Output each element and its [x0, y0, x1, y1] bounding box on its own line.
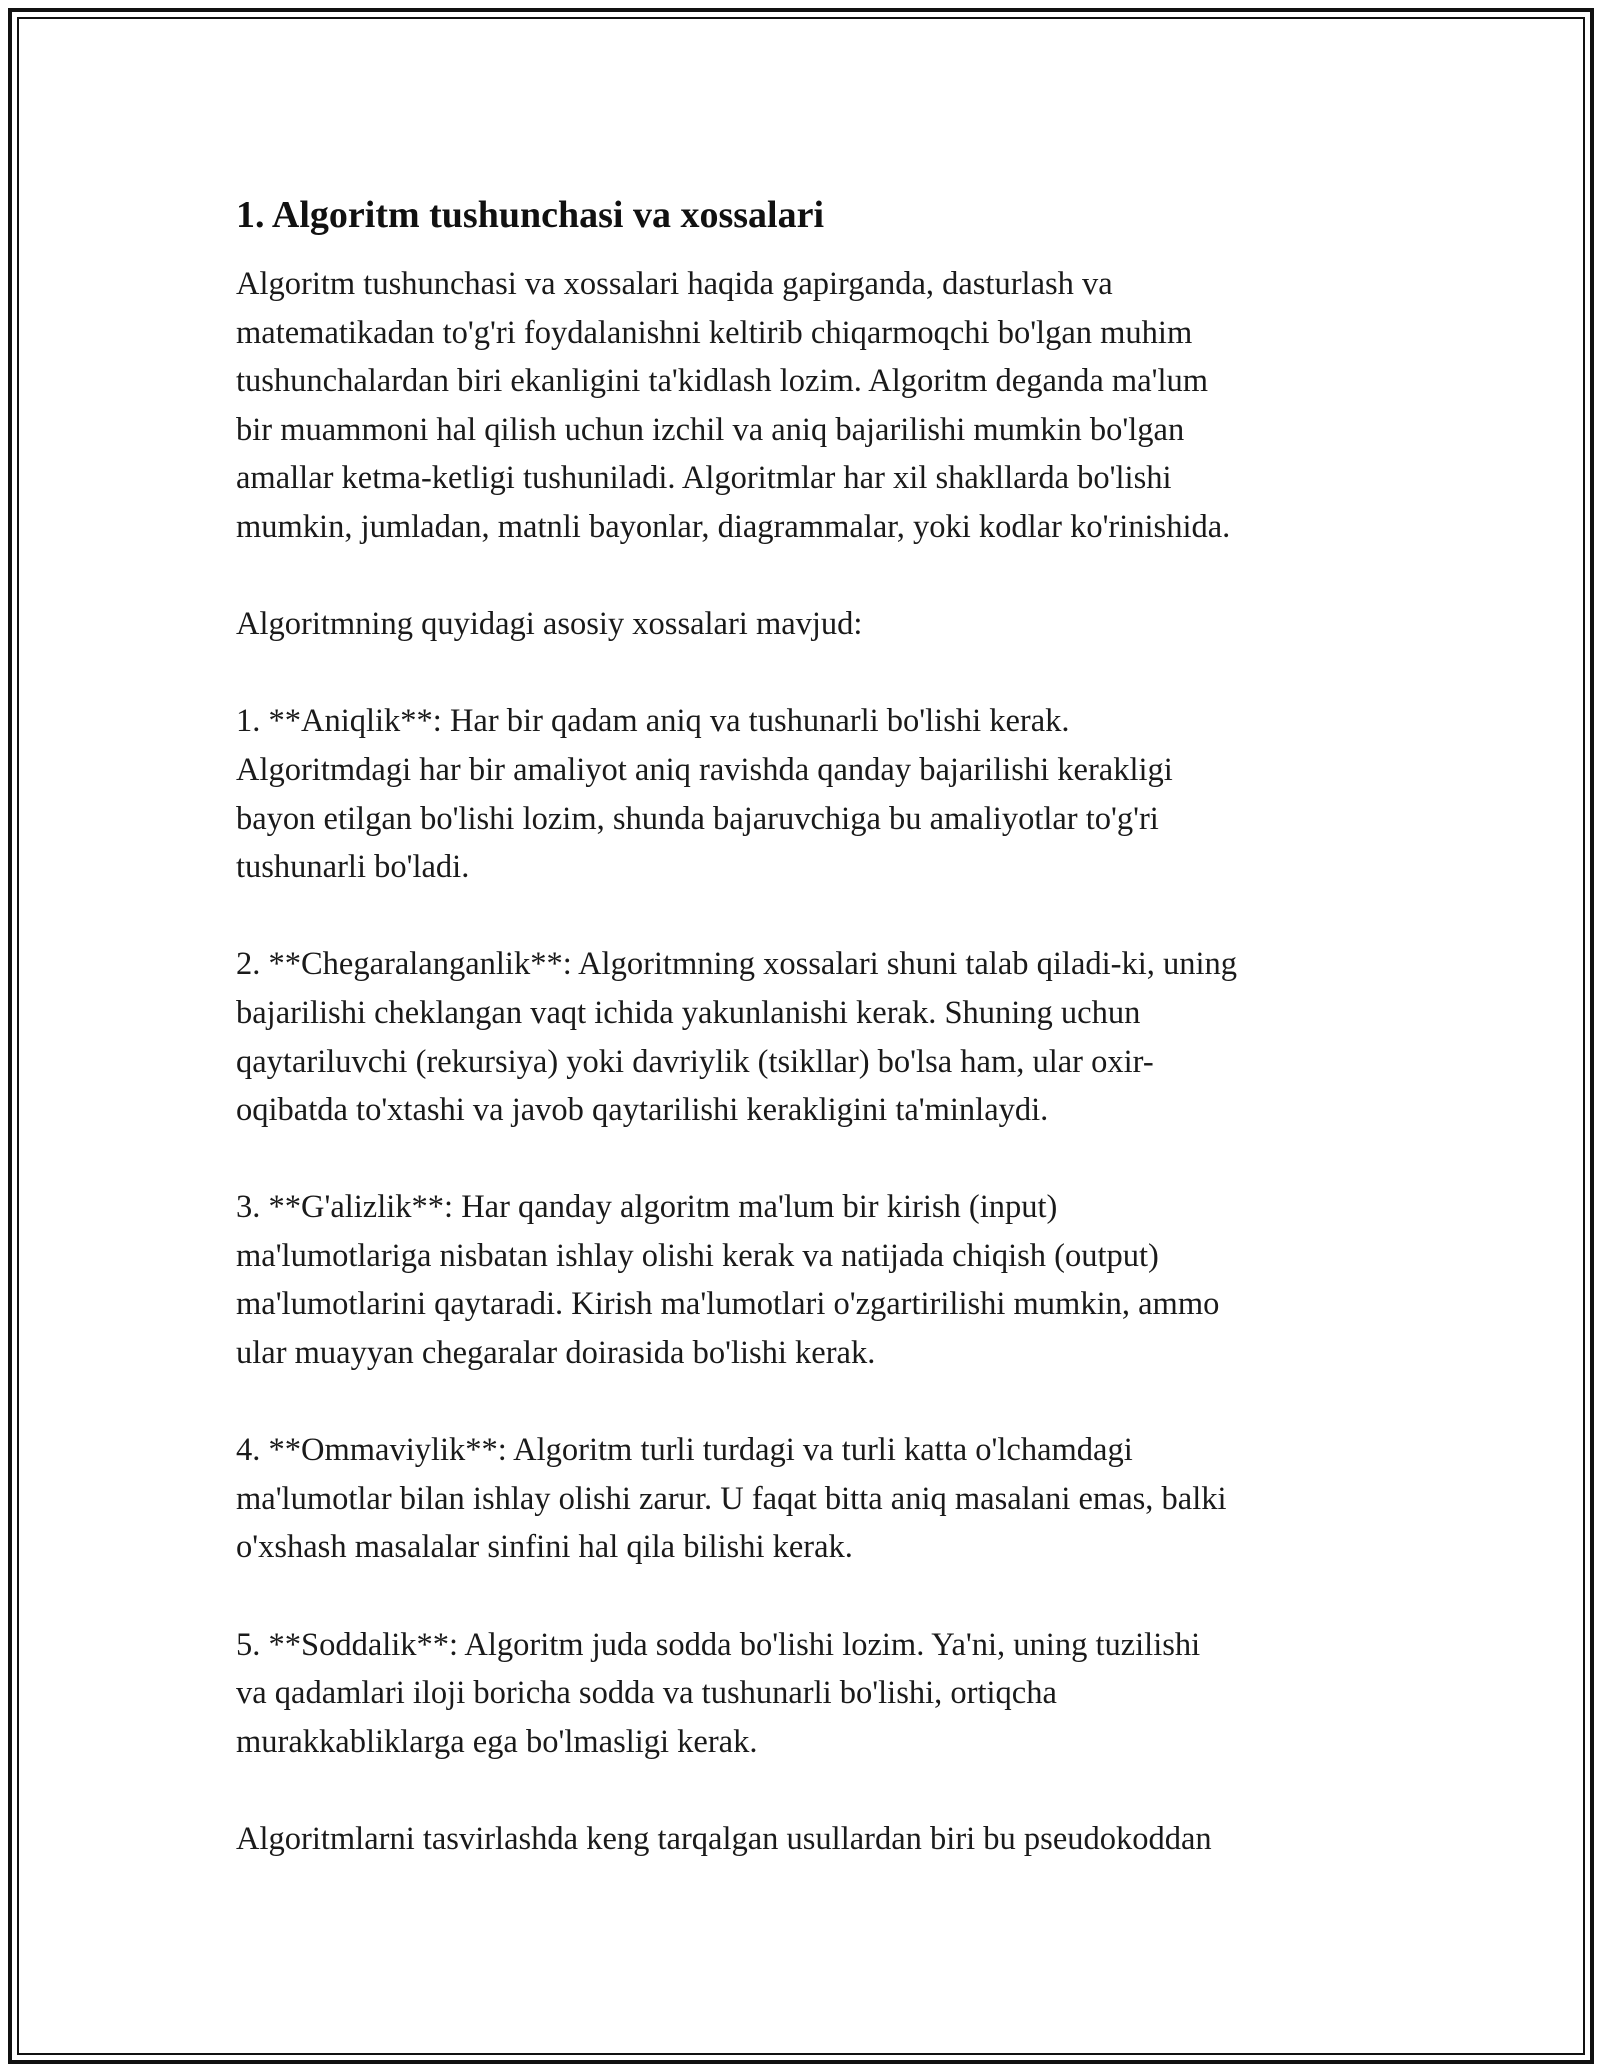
section-heading: 1. Algoritm tushunchasi va xossalari [236, 194, 825, 236]
property-accuracy: 1. **Aniqlik**: Har bir qadam aniq va tushunarli bo'lishi kerak. Algoritmdagi har bir amaliyot aniq ravishda qanday bajarilishi kerakligi bayon etilgan bo'lishi lozim, shunda bajaruvchiga bu amaliyotlar to'g'ri tushunarli bo'ladi. [236, 703, 1173, 886]
property-generality: 4. **Ommaviylik**: Algoritm turli turdagi va turli katta o'lchamdagi ma'lumotlar bilan ishlay olishi zarur. U faqat bitta aniq masalani emas, balki o'xshash masalalar sinfini hal qila bilishi kerak. [236, 1432, 1227, 1566]
property-finiteness: 2. **Chegaralanganlik**: Algoritmning xossalari shuni talab qiladi-ki, uning bajarilishi cheklangan vaqt ichida yakunlanishi kerak. Shuning uchun qaytariluvchi (rekursiya) yoki davriylik (tsikllar) bo'lsa ham, ular oxir- oqibatda to'xtashi va javob qaytarilishi kerakligini ta'minlaydi. [236, 946, 1238, 1129]
properties-intro: Algoritmning quyidagi asosiy xossalari mavjud: [236, 606, 863, 643]
property-simplicity: 5. **Soddalik**: Algoritm juda sodda bo'lishi lozim. Ya'ni, uning tuzilishi va qadamlari iloji boricha sodda va tushunarli bo'lishi, ortiqcha murakkabliklarga ega bo'lmasligi kerak. [236, 1626, 1201, 1760]
intro-paragraph: Algoritm tushunchasi va xossalari haqida gapirganda, dasturlash va matematikadan to'g'ri foydalanishni keltirib chiqarmoqchi bo'lgan muhim tushunchalardan biri ekanligini ta'kidlash lozim. Algoritm deganda ma'lum bir muammoni hal qilish uchun izchil va aniq bajarilishi mumkin bo'lgan amallar ketma-ketligi tushuniladi. Algoritmlar har xil shakllarda bo'lishi mumkin, jumladan, matnli bayonlar, diagrammalar, yoki kodlar ko'rinishida. [236, 266, 1231, 545]
closing-paragraph: Algoritmlarni tasvirlashda keng tarqalgan usullardan biri bu pseudokoddan [236, 1821, 1212, 1857]
document-body [236, 186, 1376, 1864]
property-input-output: 3. **G'alizlik**: Har qanday algoritm ma'lum bir kirish (input) ma'lumotlariga nisbatan ishlay olishi kerak va natijada chiqish (output) ma'lumotlarini qaytaradi. Kirish ma'lumotlari o'zgartirilishi mumkin, ammo ular muayyan chegaralar doirasida bo'lishi kerak. [236, 1189, 1220, 1372]
